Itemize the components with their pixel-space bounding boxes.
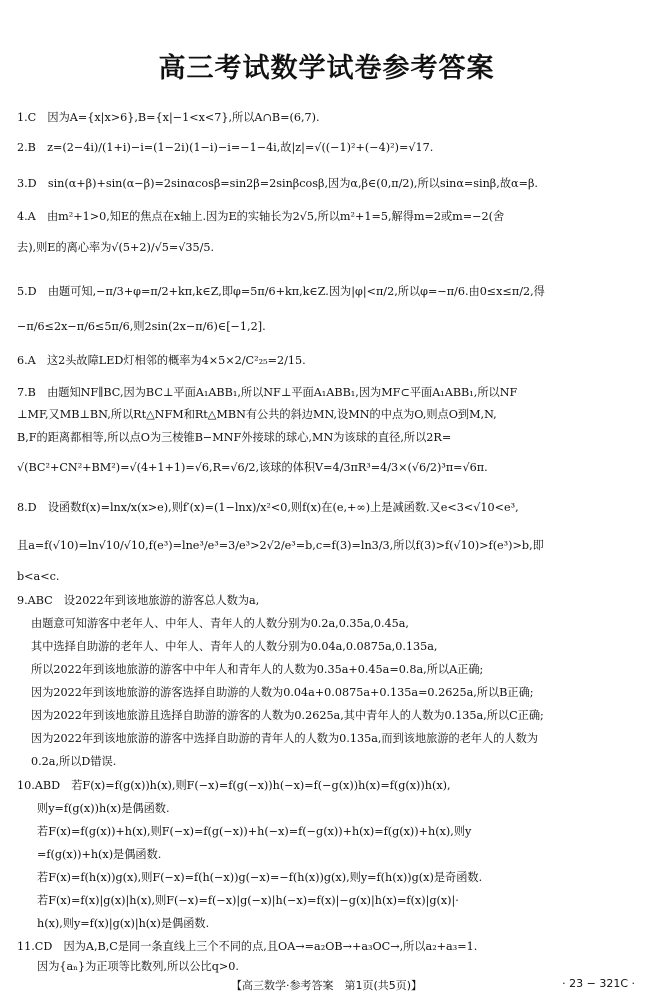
answer-line-q7-cont: B,F的距离都相等,所以点O为三棱锥B−MNF外接球的球心,MN为该球的直径,所以2R=: [17, 431, 452, 444]
answer-line-q10-cont: 则y=f(g(x))h(x)是偶函数.: [37, 802, 170, 815]
answer-line-q9-cont: 因为2022年到该地旅游的游客选择自助游的人数为0.04a+0.0875a+0.135a=0.2625a,所以B正确;: [31, 686, 534, 699]
answer-line-q9-cont: 因为2022年到该地旅游的游客中选择自助游的青年人的人数为0.135a,而到该地旅游的老年人的人数为: [31, 732, 539, 745]
answer-line-q7: 7.B 由题知NF∥BC,因为BC⊥平面A₁ABB₁,所以NF⊥平面A₁ABB₁,因为MF⊂平面A₁ABB₁,所以NF: [17, 386, 518, 399]
answer-line-q10-cont: 若F(x)=f(h(x))g(x),则F(−x)=f(h(−x))g(−x)=−f(h(x))g(x),则y=f(h(x))g(x)是奇函数.: [37, 871, 483, 884]
answer-line-q9-cont: 0.2a,所以D错误.: [31, 755, 117, 768]
answer-line-q11: 11.CD 因为A,B,C是同一条直线上三个不同的点,且OA→=a₂OB→+a₃OC→,所以a₂+a₃=1.: [17, 940, 478, 953]
answer-line-q9-cont: 其中选择自助游的老年人、中年人、青年人的人数分别为0.04a,0.0875a,0.135a,: [31, 640, 438, 653]
footer-exam-code: · 23 − 321C ·: [562, 977, 635, 990]
answer-line-q10-cont: 若F(x)=f(x)|g(x)|h(x),则F(−x)=f(−x)|g(−x)|h(−x)=f(x)|−g(x)|h(x)=f(x)|g(x)|·: [37, 894, 459, 907]
answer-line-q4: 4.A 由m²+1>0,知E的焦点在x轴上.因为E的实轴长为2√5,所以m²+1=5,解得m=2或m=−2(舍: [17, 210, 505, 223]
answer-line-q11-cont: 因为{aₙ}为正项等比数列,所以公比q>0.: [37, 960, 239, 973]
answer-line-q10: 10.ABD 若F(x)=f(g(x))h(x),则F(−x)=f(g(−x))h(−x)=f(−g(x))h(x)=f(g(x))h(x),: [17, 779, 451, 792]
answer-line-q10-cont: h(x),则y=f(x)|g(x)|h(x)是偶函数.: [37, 917, 210, 930]
answer-line-q7-cont: ⊥MF,又MB⊥BN,所以Rt△NFM和Rt△MBN有公共的斜边MN,设MN的中点为O,则点O到M,N,: [17, 408, 497, 421]
answer-line-q7-cont: √(BC²+CN²+BM²)=√(4+1+1)=√6,R=√6/2,该球的体积V=4/3πR³=4/3×(√6/2)³π=√6π.: [17, 461, 488, 474]
answer-line-q8-cont: b<a<c.: [17, 570, 60, 583]
page-title: 高三考试数学试卷参考答案: [158, 53, 495, 84]
answer-line-q6: 6.A 这2头故障LED灯相邻的概率为4×5×2/C²₂₅=2/15.: [17, 354, 306, 367]
answer-line-q1: 1.C 因为A={x|x>6},B={x|−1<x<7},所以A∩B=(6,7).: [17, 111, 320, 124]
footer-page-info: 【高三数学·参考答案 第1页(共5页)】: [230, 979, 423, 992]
answer-line-q10-cont: 若F(x)=f(g(x))+h(x),则F(−x)=f(g(−x))+h(−x)=f(−g(x))+h(x)=f(g(x))+h(x),则y: [37, 825, 472, 838]
answer-line-q9-cont: 所以2022年到该地旅游的游客中中年人和青年人的人数为0.35a+0.45a=0.8a,所以A正确;: [31, 663, 484, 676]
answer-line-q10-cont: =f(g(x))+h(x)是偶函数.: [37, 848, 162, 861]
answer-line-q5: 5.D 由题可知,−π/3+φ=π/2+kπ,k∈Z,即φ=5π/6+kπ,k∈Z.因为|φ|<π/2,所以φ=−π/6.由0≤x≤π/2,得: [17, 285, 545, 298]
answer-line-q4-cont: 去),则E的离心率为√(5+2)/√5=√35/5.: [17, 241, 215, 254]
answer-line-q8: 8.D 设函数f(x)=lnx/x(x>e),则f′(x)=(1−lnx)/x²<0,则f(x)在(e,+∞)上是减函数.又e<3<√10<e³,: [17, 501, 519, 514]
answer-line-q5-cont: −π/6≤2x−π/6≤5π/6,则2sin(2x−π/6)∈[−1,2].: [17, 320, 266, 333]
answer-line-q2: 2.B z=(2−4i)/(1+i)−i=(1−2i)(1−i)−i=−1−4i,故|z|=√((−1)²+(−4)²)=√17.: [17, 141, 434, 154]
answer-line-q8-cont: 且a=f(√10)=ln√10/√10,f(e³)=lne³/e³=3/e³>2√2/e³=b,c=f(3)=ln3/3,所以f(3)>f(√10)>f(e³)>b,即: [17, 539, 544, 552]
answer-line-q9-cont: 因为2022年到该地旅游且选择自助游的游客的人数为0.2625a,其中青年人的人数为0.135a,所以C正确;: [31, 709, 544, 722]
answer-line-q9: 9.ABC 设2022年到该地旅游的游客总人数为a,: [17, 594, 260, 607]
answer-line-q9-cont: 由题意可知游客中老年人、中年人、青年人的人数分别为0.2a,0.35a,0.45a,: [31, 617, 409, 630]
answer-line-q3: 3.D sin(α+β)+sin(α−β)=2sinαcosβ=sin2β=2sinβcosβ,因为α,β∈(0,π/2),所以sinα=sinβ,故α=β.: [17, 177, 538, 190]
